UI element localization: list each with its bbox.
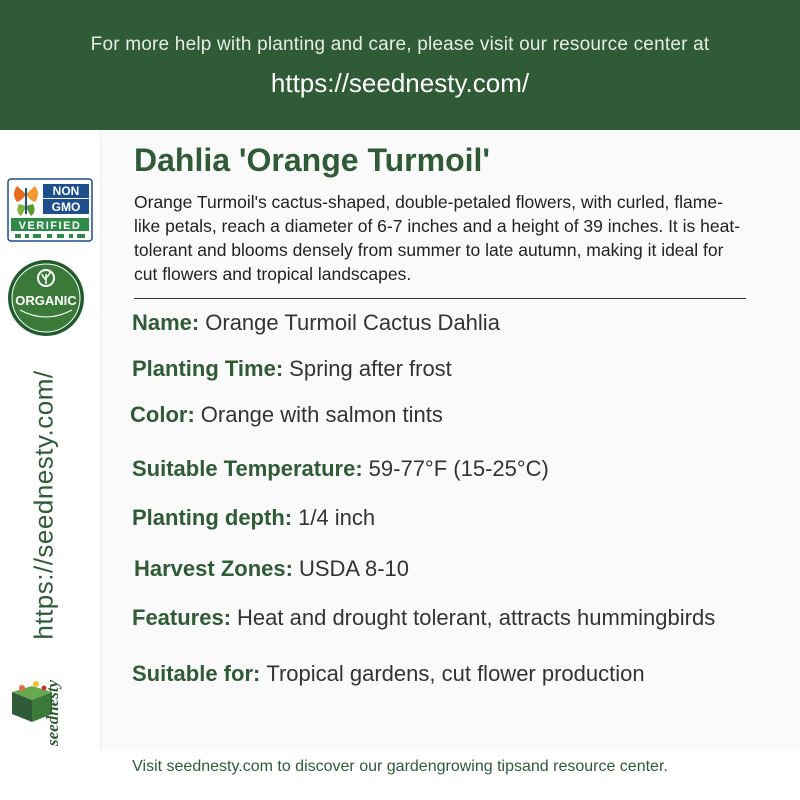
divider (134, 298, 746, 299)
banner-url-link[interactable]: https://seednesty.com/ (270, 68, 530, 98)
top-banner (0, 0, 800, 130)
detail-value: 1/4 inch (298, 505, 376, 530)
detail-row-harvest-zones (134, 556, 409, 582)
detail-row-planting-depth (132, 505, 375, 531)
detail-label: Harvest Zones: (134, 556, 293, 581)
detail-label: Planting Time: (132, 356, 284, 381)
detail-row-color (130, 402, 443, 428)
detail-row-planting-time (132, 356, 452, 382)
detail-value: USDA 8-10 (298, 556, 410, 581)
detail-label: Color: (130, 402, 195, 427)
detail-label: Suitable for: (132, 661, 261, 686)
product-description: Orange Turmoil's cactus-shaped, double-petaled flowers, with curled, flame-like petals, reach a diameter of 6-7 inches and a height of 39 inches. It is heat-tolerant and blooms densely from summer to late autumn, making it ideal for cut flowers and tropical landscapes. (134, 192, 741, 284)
non-gmo-text-line1: NON (52, 184, 80, 198)
organic-text: ORGANIC (15, 293, 77, 308)
detail-value: 59-77°F (15-25°C) (368, 456, 549, 481)
detail-row-features (132, 605, 715, 631)
seednesty-logo (6, 662, 72, 748)
detail-row-name (132, 310, 500, 336)
logo-text: seednesty (43, 679, 62, 746)
detail-value: Tropical gardens, cut flower production (266, 661, 645, 686)
detail-label: Name: (132, 310, 200, 335)
non-gmo-text-line2: GMO (51, 200, 81, 214)
banner-help-text: For more help with planting and care, please visit our resource center at (90, 34, 710, 55)
detail-row-suitable-for (132, 661, 645, 687)
vertical-website-url[interactable]: https://seednesty.com/ (28, 370, 59, 640)
detail-value: Heat and drought tolerant, attracts hummingbirds (237, 605, 716, 630)
product-title: Dahlia 'Orange Turmoil' (134, 142, 491, 178)
footer-text: Visit seednesty.com to discover our gardengrowing tipsand resource center. (132, 758, 668, 775)
non-gmo-verified-badge (7, 178, 93, 242)
non-gmo-text-line3: VERIFIED (18, 220, 82, 232)
detail-label: Features: (132, 605, 232, 630)
organic-badge (6, 258, 86, 338)
detail-label: Planting depth: (132, 505, 293, 530)
detail-label: Suitable Temperature: (132, 456, 363, 481)
detail-row-temperature (132, 456, 549, 482)
detail-value: Orange Turmoil Cactus Dahlia (205, 310, 500, 335)
detail-value: Spring after frost (289, 356, 452, 381)
detail-value: Orange with salmon tints (200, 402, 443, 427)
